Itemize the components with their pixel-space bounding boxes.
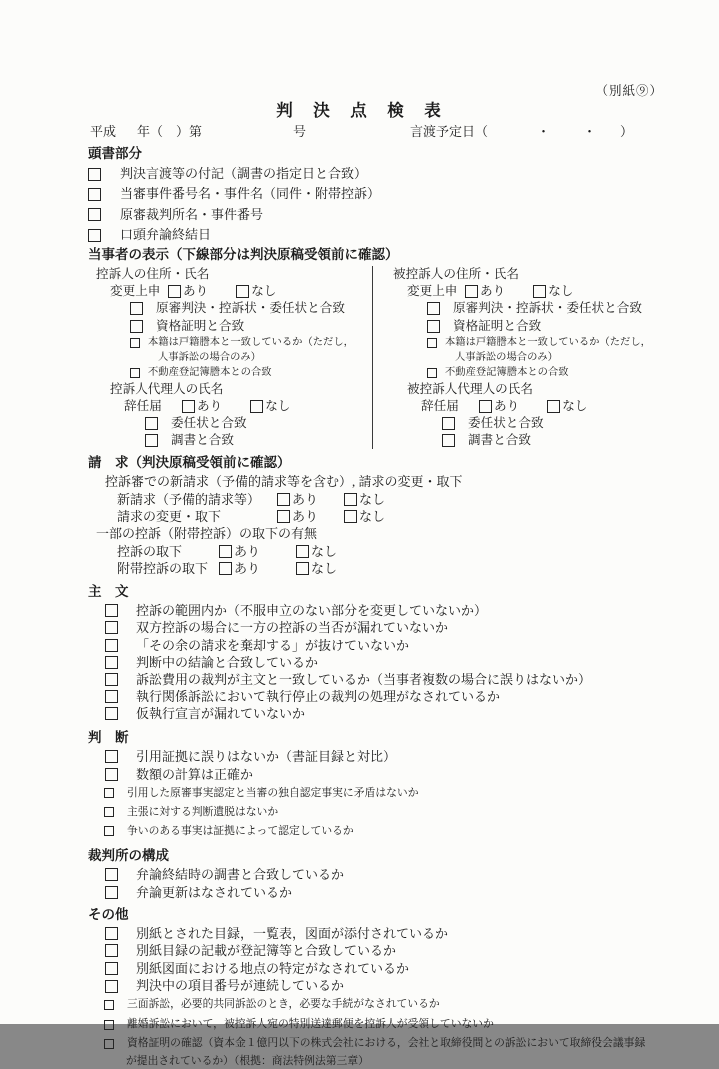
checklist-item: 弁論終結時の調書と合致しているか — [88, 866, 715, 884]
appellee-agent-label: 被控訴人代理人の氏名 — [407, 381, 533, 396]
checkbox[interactable] — [105, 656, 118, 669]
checkbox[interactable] — [104, 1000, 114, 1010]
checkbox[interactable] — [344, 493, 357, 506]
checklist-item: 原審判決・控訴状・委任状と合致 — [385, 300, 715, 317]
change-report-row — [385, 283, 715, 300]
claim-row-label: 控訴の取下 — [117, 543, 183, 559]
checkbox[interactable] — [236, 285, 249, 298]
era-label: 平成 — [90, 124, 117, 139]
year-case-label: 年（ ）第 — [137, 124, 203, 139]
checklist-item: 判断中の結論と合致しているか — [88, 654, 715, 671]
appellee-column — [372, 266, 715, 449]
checkbox[interactable] — [250, 400, 263, 413]
checkbox[interactable] — [296, 545, 309, 558]
checkbox[interactable] — [427, 368, 437, 378]
checklist-item: 資格証明と合致 — [88, 318, 372, 335]
checklist-item: 資格証明と合致 — [385, 318, 715, 335]
option-ari: あり — [465, 283, 505, 300]
checkbox[interactable] — [427, 338, 437, 348]
change-report-label: 変更上申 — [110, 284, 161, 299]
resignation-label: 辞任届 — [124, 398, 162, 413]
checkbox[interactable] — [105, 980, 118, 993]
option-nashi: なし — [296, 543, 337, 560]
checklist-item: 判決中の項目番号が連続しているか — [88, 977, 715, 995]
checkbox[interactable] — [88, 188, 101, 201]
claim-row — [88, 543, 715, 560]
option-nashi: なし — [296, 560, 337, 577]
checkbox[interactable] — [442, 417, 455, 430]
checklist-item-small: 離婚訴訟において，被控訴人宛の特別送達郵便を控訴人が受領していないか — [88, 1015, 715, 1035]
resignation-row — [385, 398, 715, 415]
checkbox[interactable] — [465, 285, 478, 298]
option-ari: あり — [168, 283, 208, 300]
checklist-item-small: 不動産登記簿謄本との合致 — [385, 365, 715, 381]
checklist-item: 調書と合致 — [88, 432, 372, 449]
resignation-label: 辞任届 — [421, 398, 459, 413]
claim-row — [88, 560, 715, 577]
change-report-label: 変更上申 — [407, 284, 458, 299]
checkbox[interactable] — [296, 562, 309, 575]
checklist-item: 訴訟費用の裁判が主文と一致しているか（当事者複数の場合に誤りはないか） — [88, 671, 715, 688]
checkbox[interactable] — [427, 320, 440, 333]
checklist-item: 当審事件番号名・事件名（同件・附帯控訴） — [88, 184, 715, 204]
option-ari: あり — [479, 398, 519, 415]
date-dot: ・ — [583, 124, 597, 139]
checkbox[interactable] — [104, 826, 114, 836]
checkbox[interactable] — [105, 944, 118, 957]
option-ari: あり — [219, 543, 260, 560]
checklist-item: 数額の計算は正確か — [88, 766, 715, 784]
option-ari: あり — [182, 398, 222, 415]
attachment-number-note: （別紙⑨） — [595, 84, 663, 98]
checklist-item-small: 争いのある事実は証拠によって認定しているか — [88, 822, 715, 841]
claim-row — [88, 508, 715, 525]
checklist-item: 原審判決・控訴状・委任状と合致 — [88, 300, 372, 317]
checkbox[interactable] — [145, 434, 158, 447]
checkbox[interactable] — [145, 417, 158, 430]
checkbox[interactable] — [105, 768, 118, 781]
checklist-item: 調書と合致 — [385, 432, 715, 449]
checklist-item: 別紙とされた目録，一覧表，図面が添付されているか — [88, 925, 715, 943]
checklist-item: 委任状と合致 — [385, 415, 715, 432]
checkbox[interactable] — [105, 707, 118, 720]
pronouncement-date-label: 言渡予定日（ — [410, 124, 489, 139]
checklist-item-continuation: 人事訴訟の場合のみ） — [158, 351, 261, 363]
checklist-item-small: 不動産登記簿謄本との合致 — [88, 365, 372, 381]
checkbox[interactable] — [219, 545, 232, 558]
appellant-address-label: 控訴人の住所・氏名 — [96, 267, 210, 282]
checkbox[interactable] — [105, 886, 118, 899]
checklist-item-small: 本籍は戸籍謄本と一致しているか（ただし， — [385, 335, 715, 351]
section-heading-header-part: 頭書部分 — [88, 146, 142, 161]
checkbox[interactable] — [104, 1020, 114, 1030]
appellant-agent-label: 控訴人代理人の氏名 — [110, 381, 224, 396]
checkbox[interactable] — [105, 750, 118, 763]
checkbox[interactable] — [277, 510, 290, 523]
case-number-label: 号 — [293, 124, 307, 139]
checkbox[interactable] — [88, 229, 101, 242]
page-title: 判 決 点 検 表 — [276, 102, 443, 120]
checklist-item: 執行関係訴訟において執行停止の裁判の処理がなされているか — [88, 688, 715, 705]
checklist-item-small: 資格証明の確認（資本金１億円以下の株式会社における，会社と取締役間との訴訟において取締役会議事録 — [88, 1034, 715, 1054]
checklist-item-small: 三面訴訟，必要的共同訴訟のとき，必要な手続がなされているか — [88, 995, 715, 1015]
checklist-item-small: 主張に対する判断遺脱はないか — [88, 803, 715, 822]
section-heading-claim: 請 求（判決原稿受領前に確認） — [88, 455, 291, 471]
appellee-address-label: 被控訴人の住所・氏名 — [393, 267, 519, 282]
checkbox[interactable] — [105, 927, 118, 940]
checklist-item-continuation: が提出されているか）（根拠：商法特例法第三章） — [126, 1055, 369, 1068]
checkbox[interactable] — [105, 868, 118, 881]
checkbox[interactable] — [344, 510, 357, 523]
checkbox[interactable] — [105, 673, 118, 686]
checkbox[interactable] — [105, 962, 118, 975]
claim-row-label: 附帯控訴の取下 — [117, 560, 209, 576]
checkbox[interactable] — [547, 400, 560, 413]
option-nashi: なし — [236, 283, 276, 300]
document-content — [88, 121, 715, 1069]
checklist-item: 委任状と合致 — [88, 415, 372, 432]
checkbox[interactable] — [105, 604, 118, 617]
checkbox[interactable] — [479, 400, 492, 413]
option-ari: あり — [277, 491, 318, 508]
option-nashi: なし — [547, 398, 587, 415]
checkbox[interactable] — [533, 285, 546, 298]
option-ari: あり — [219, 560, 260, 577]
checklist-item-continuation: 人事訴訟の場合のみ） — [455, 351, 558, 363]
section-heading-others: その他 — [88, 906, 129, 922]
checkbox[interactable] — [168, 285, 181, 298]
claim-row — [88, 491, 715, 508]
checkbox[interactable] — [130, 302, 143, 315]
checklist-item: 双方控訴の場合に一方の控訴の当否が漏れていないか — [88, 619, 715, 636]
checklist-item: 別紙目録の記載が登記簿等と合致しているか — [88, 942, 715, 960]
claim-group-label: 控訴審での新請求（予備的請求等を含む）, 請求の変更・取下 — [105, 474, 463, 490]
checklist-item: 口頭弁論終結日 — [88, 225, 715, 245]
option-nashi: なし — [533, 283, 573, 300]
date-close-paren: ） — [620, 124, 634, 139]
checkbox[interactable] — [130, 338, 140, 348]
checkbox[interactable] — [104, 807, 114, 817]
checklist-item: 別紙図面における地点の特定がなされているか — [88, 960, 715, 978]
date-dot: ・ — [537, 124, 551, 139]
change-report-row — [88, 283, 372, 300]
checkbox[interactable] — [104, 1039, 114, 1049]
resignation-row — [88, 398, 372, 415]
checkbox[interactable] — [427, 302, 440, 315]
checkbox[interactable] — [182, 400, 195, 413]
checklist-item: 判決言渡等の付記（調書の指定日と合致） — [88, 164, 715, 184]
checkbox[interactable] — [105, 690, 118, 703]
section-heading-parties: 当事者の表示（下線部分は判決原稿受領前に確認） — [88, 247, 399, 263]
option-ari: あり — [277, 508, 318, 525]
checklist-item: 弁論更新はなされているか — [88, 884, 715, 902]
checkbox[interactable] — [88, 208, 101, 221]
checkbox[interactable] — [130, 320, 143, 333]
option-nashi: なし — [344, 508, 385, 525]
parties-two-column-block — [88, 266, 715, 449]
checkbox[interactable] — [105, 639, 118, 652]
case-header-line — [88, 121, 715, 142]
checkbox[interactable] — [277, 493, 290, 506]
checkbox[interactable] — [130, 368, 140, 378]
checkbox[interactable] — [104, 788, 114, 798]
claim-group-label: 一部の控訴（附帯控訴）の取下の有無 — [96, 526, 318, 542]
appellant-column — [88, 266, 372, 449]
checklist-item: 「その余の請求を棄却する」が抜けていないか — [88, 637, 715, 654]
checklist-item: 引用証拠に誤りはないか（書証目録と対比） — [88, 748, 715, 766]
checklist-item: 原審裁判所名・事件番号 — [88, 205, 715, 225]
checkbox[interactable] — [105, 621, 118, 634]
claim-row-label: 新請求（予備的請求等） — [117, 491, 261, 507]
checkbox[interactable] — [442, 434, 455, 447]
checklist-item: 仮執行宣言が漏れていないか — [88, 705, 715, 722]
checklist-item: 控訴の範囲内か（不服申立のない部分を変更していないか） — [88, 602, 715, 619]
checklist-item-small: 本籍は戸籍謄本と一致しているか（ただし， — [88, 335, 372, 351]
section-heading-main-text: 主 文 — [88, 584, 129, 600]
checklist-item-small: 引用した原審事実認定と当審の独自認定事実に矛盾はないか — [88, 784, 715, 803]
section-heading-judgment: 判 断 — [88, 729, 129, 745]
option-nashi: なし — [250, 398, 290, 415]
section-heading-court-composition: 裁判所の構成 — [88, 847, 169, 863]
checkbox[interactable] — [219, 562, 232, 575]
option-nashi: なし — [344, 491, 385, 508]
checkbox[interactable] — [88, 168, 101, 181]
claim-row-label: 請求の変更・取下 — [117, 508, 222, 524]
